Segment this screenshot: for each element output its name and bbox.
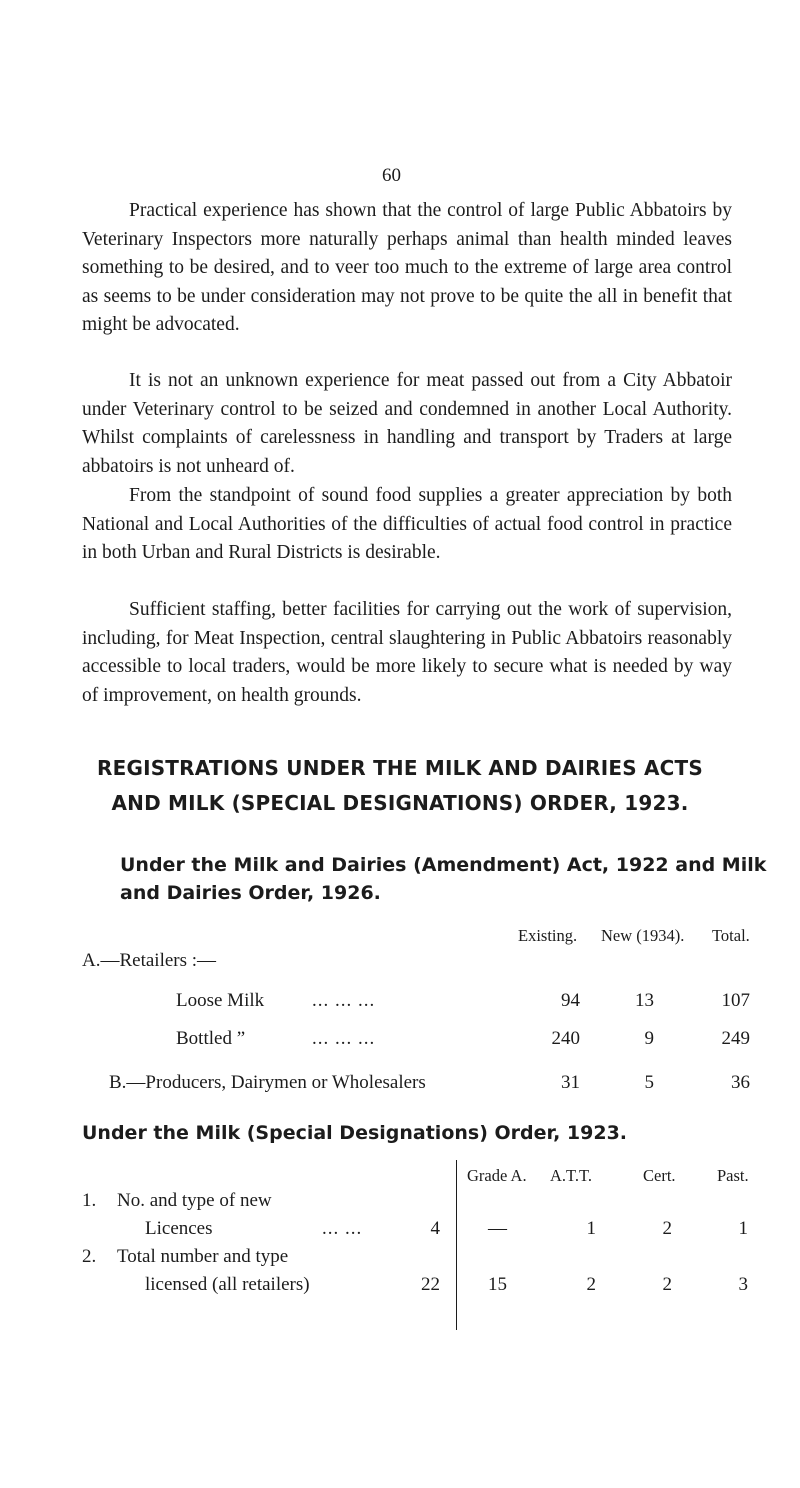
- paragraph-2: It is not an unknown experience for meat passed out from a City Abbatoir under Veterinary control to be seized and condemned in another Local Authority. Whilst complaints of carelessness in handling and transport by Traders at large abbatoirs is not unheard of.: [82, 370, 732, 477]
- row-dots: ... ... ...: [312, 990, 376, 1011]
- cell-past: 3: [738, 1274, 748, 1295]
- cell-count: 4: [430, 1218, 440, 1239]
- cell-grade-a: —: [488, 1218, 507, 1239]
- column-divider: [456, 1160, 457, 1330]
- group-a-label: A.—Retailers :—: [82, 950, 217, 971]
- cell-past: 1: [738, 1218, 748, 1239]
- cell-new: 9: [644, 1028, 654, 1049]
- row-label-line-1: No. and type of new: [117, 1190, 272, 1211]
- page-number: 60: [382, 165, 401, 186]
- cell-cert: 2: [662, 1274, 672, 1295]
- col-header-cert: Cert.: [643, 1166, 676, 1185]
- col-header-total: Total.: [712, 926, 750, 945]
- col-header-new: New (1934).: [601, 926, 685, 945]
- section-heading-line-2: AND MILK (SPECIAL DESIGNATIONS) ORDER, 1923.: [111, 791, 689, 815]
- row-label-loose-milk: Loose Milk: [176, 990, 265, 1011]
- cell-att: 1: [586, 1218, 596, 1239]
- col-header-att: A.T.T.: [550, 1166, 592, 1185]
- row-number: 1.: [82, 1190, 97, 1211]
- paragraph-3: From the standpoint of sound food supplies a greater appreciation by both National and Local Authorities of the difficulties of actual food control in practice in both Urban and Rural Districts is desirable.: [82, 485, 732, 563]
- paragraph-4: Sufficient staffing, better facilities for carrying out the work of supervision, including, for Meat Inspection, central slaughtering in Public Abbatoirs reasonably accessible to local traders, would be more likely to secure what is needed by way of improvement, on health grounds.: [82, 599, 732, 706]
- row-label-line-2: Licences: [145, 1218, 213, 1239]
- cell-existing: 240: [551, 1028, 580, 1049]
- cell-new: 13: [635, 990, 654, 1011]
- row-label-line-1: Total number and type: [117, 1246, 289, 1267]
- cell-count: 22: [421, 1274, 440, 1295]
- cell-total: 249: [721, 1028, 750, 1049]
- row-dots: ... ... ...: [312, 1028, 376, 1049]
- row-number: 2.: [82, 1246, 97, 1267]
- col-header-grade-a: Grade A.: [467, 1166, 527, 1185]
- cell-cert: 2: [662, 1218, 672, 1239]
- cell-total: 36: [731, 1072, 750, 1093]
- col-header-past: Past.: [717, 1166, 749, 1185]
- section-heading-line-1: REGISTRATIONS UNDER THE MILK AND DAIRIES ACTS: [96, 756, 704, 780]
- section1-title-line-1: Under the Milk and Dairies (Amendment) Act, 1922 and Milk: [120, 854, 767, 876]
- cell-existing: 31: [561, 1072, 580, 1093]
- section1-title-line-2: and Dairies Order, 1926.: [120, 882, 381, 904]
- group-b-label: B.—Producers, Dairymen or Wholesalers: [109, 1072, 426, 1093]
- col-header-existing: Existing.: [518, 926, 578, 945]
- row-label-bottled: Bottled ”: [176, 1028, 246, 1049]
- cell-total: 107: [721, 990, 750, 1011]
- row-label-line-2: licensed (all retailers): [145, 1274, 310, 1295]
- cell-new: 5: [644, 1072, 654, 1093]
- cell-grade-a: 15: [488, 1274, 507, 1295]
- section2-title: Under the Milk (Special Designations) Order, 1923.: [82, 1122, 628, 1144]
- cell-existing: 94: [561, 990, 580, 1011]
- paragraph-1: Practical experience has shown that the control of large Public Abbatoirs by Veterinary Inspectors more naturally perhaps animal than health minded leaves something to be desired, and to veer too much to the extreme of large area control as seems to be under consideration may not prove to be quite the all in benefit that might be advocated.: [82, 200, 732, 335]
- cell-att: 2: [586, 1274, 596, 1295]
- row-dots: ... ...: [322, 1218, 363, 1239]
